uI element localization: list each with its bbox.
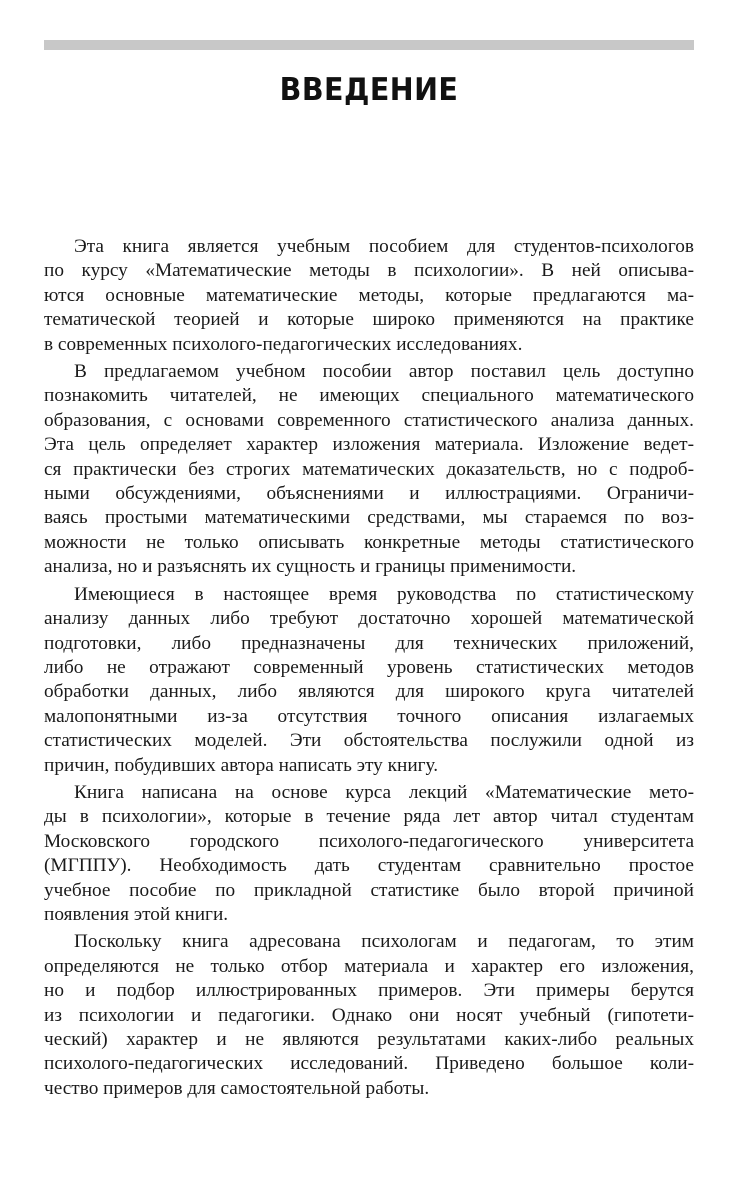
text-line: определяются не только отбор материала и характер его изложения, [44,955,694,977]
paragraph [44,583,694,778]
text-line: подготовки, либо предназначены для технических приложений, [44,632,694,654]
text-line: тематической теорией и которые широко применяются на практике [44,309,694,331]
text-line: Эта цель определяет характер изложения материала. Изложение ведет- [44,434,694,456]
paragraph [44,781,694,927]
text-line: (МГППУ). Необходимость дать студентам сравнительно простое [44,855,694,877]
text-line: анализа, но и разъяснять их сущность и границы применимости. [44,556,577,578]
text-line: познакомить читателей, не имеющих специального математического [44,385,694,407]
text-line: из психологии и педагогики. Однако они носят учебный (гипотети- [44,1004,694,1026]
text-line: малопонятными из-за отсутствия точного описания излагаемых [44,705,694,727]
text-line: Поскольку книга адресована психологам и педагогам, то этим [74,931,694,953]
text-line: ными обсуждениями, объяснениями и иллюстрациями. Ограничи- [44,483,694,505]
text-line: чество примеров для самостоятельной работы. [44,1077,430,1099]
text-line: ческий) характер и не являются результатами каких-либо реальных [44,1029,694,1050]
text-line: Имеющиеся в настоящее время руководства по статистическому [74,583,694,605]
body-text [44,235,694,1104]
text-line: либо не отражают современный уровень статистических методов [44,656,694,678]
paragraph [44,360,694,580]
text-line: ваясь простыми математическими средствами, мы стараемся по воз- [44,507,694,529]
text-line: появления этой книги. [44,903,229,925]
text-line: анализу данных либо требуют достаточно хорошей математической [44,608,694,630]
chapter-title: ВВЕДЕНИЕ [279,72,459,108]
text-line: причин, побудивших автора написать эту книгу. [44,754,439,776]
text-line: Московского городского психолого-педагогического университета [44,830,694,852]
text-line: В предлагаемом учебном пособии автор поставил цель доступно [74,361,694,383]
text-line: ся практически без строгих математических доказательств, но с подроб- [44,458,694,480]
text-line: в современных психолого-педагогических исследованиях. [44,333,523,355]
text-line: психолого-педагогических исследований. Приведено большое коли- [44,1053,694,1075]
text-line: по курсу «Математические методы в психологии». В ней описыва- [44,260,694,282]
paragraph [44,235,694,357]
text-line: Эта книга является учебным пособием для студентов-психологов [74,236,694,257]
text-line: статистических моделей. Эти обстоятельства послужили одной из [44,730,694,752]
text-line: образования, с основами современного статистического анализа данных. [44,409,694,431]
text-line: обработки данных, либо являются для широкого круга читателей [44,681,694,703]
text-line: ются основные математические методы, которые предлагаются ма- [44,284,694,306]
text-line: ды в психологии», которые в течение ряда лет автор читал студентам [44,806,694,828]
text-line: но и подбор иллюстрированных примеров. Эти примеры берутся [44,980,694,1002]
text-line: можности не только описывать конкретные методы статистического [44,531,694,553]
text-line: Книга написана на основе курса лекций «Математические мето- [74,781,694,803]
text-line: учебное пособие по прикладной статистике было второй причиной [44,879,694,901]
header-rule [44,40,694,50]
paragraph [44,930,694,1101]
